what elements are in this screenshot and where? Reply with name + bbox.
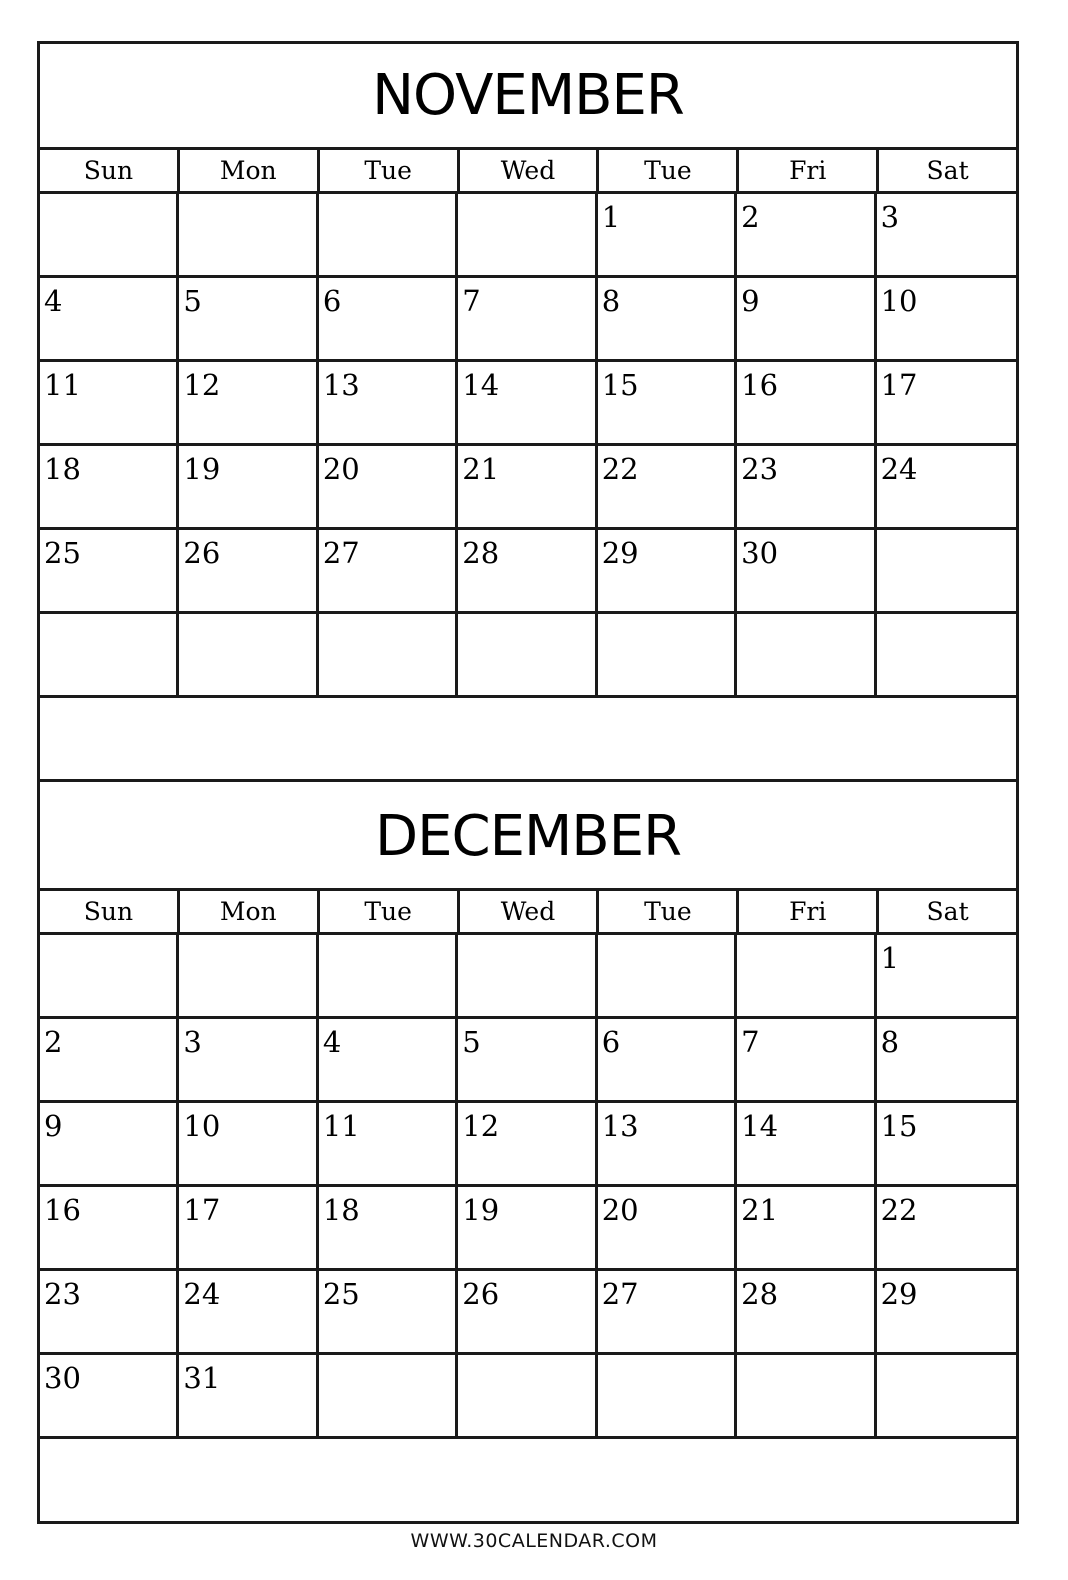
weekday-label: Mon [180,150,320,191]
day-cell: 9 [40,1103,179,1187]
day-cell: 27 [319,530,458,614]
empty-day-cell [458,1355,597,1439]
day-cell: 25 [40,530,179,614]
day-cell: 28 [737,1271,876,1355]
weekday-label: Tue [599,150,739,191]
day-cell: 24 [179,1271,318,1355]
day-cell: 13 [319,362,458,446]
weekday-label: Mon [180,891,320,932]
day-cell: 20 [319,446,458,530]
day-cell: 21 [737,1187,876,1271]
empty-day-cell [598,935,737,1019]
day-cell: 2 [40,1019,179,1103]
day-cell: 17 [179,1187,318,1271]
day-cell: 5 [458,1019,597,1103]
weekday-label: Sat [926,897,969,926]
day-cell: 3 [877,194,1016,278]
weekday-label: Wed [460,150,600,191]
empty-day-cell [737,935,876,1019]
day-cell: 6 [319,278,458,362]
day-cell: 10 [877,278,1016,362]
day-cell: 8 [598,278,737,362]
weekday-label: Sun [40,150,180,191]
day-cell: 10 [179,1103,318,1187]
empty-day-cell [319,194,458,278]
calendar-sheet [37,41,1019,1524]
day-cell: 16 [40,1187,179,1271]
day-cell: 22 [877,1187,1016,1271]
day-cell: 15 [877,1103,1016,1187]
empty-day-cell [458,194,597,278]
day-cell: 1 [877,935,1016,1019]
day-grid [40,194,1016,698]
day-cell: 26 [458,1271,597,1355]
day-cell: 13 [598,1103,737,1187]
weekday-header [40,150,1016,194]
weekday-label: Fri [739,891,879,932]
empty-day-cell [598,614,737,698]
empty-day-cell [877,1355,1016,1439]
day-cell: 9 [737,278,876,362]
blank-row [40,698,1016,782]
day-cell: 14 [458,362,597,446]
day-cell: 21 [458,446,597,530]
day-cell: 24 [877,446,1016,530]
day-cell: 6 [598,1019,737,1103]
empty-day-cell [319,1355,458,1439]
day-cell: 11 [40,362,179,446]
empty-day-cell [179,614,318,698]
day-cell: 7 [458,278,597,362]
day-cell: 20 [598,1187,737,1271]
weekday-header [40,891,1016,935]
empty-day-cell [319,614,458,698]
day-cell: 31 [179,1355,318,1439]
day-cell: 14 [737,1103,876,1187]
empty-day-cell [877,614,1016,698]
empty-day-cell [319,935,458,1019]
day-cell: 23 [40,1271,179,1355]
day-cell: 4 [40,278,179,362]
day-cell: 28 [458,530,597,614]
day-cell: 27 [598,1271,737,1355]
day-cell: 18 [319,1187,458,1271]
day-cell: 17 [877,362,1016,446]
empty-day-cell [737,1355,876,1439]
day-cell: 19 [179,446,318,530]
day-cell: 16 [737,362,876,446]
empty-day-cell [40,194,179,278]
day-cell: 30 [737,530,876,614]
month-december [40,785,1016,1439]
day-grid [40,935,1016,1439]
month-title: NOVEMBER [40,44,1016,150]
day-cell: 2 [737,194,876,278]
day-cell: 26 [179,530,318,614]
weekday-label: Wed [460,891,600,932]
weekday-label: Sat [926,156,969,185]
day-cell: 8 [877,1019,1016,1103]
day-cell: 15 [598,362,737,446]
day-cell: 19 [458,1187,597,1271]
empty-day-cell [458,935,597,1019]
empty-day-cell [179,935,318,1019]
day-cell: 30 [40,1355,179,1439]
day-cell: 12 [458,1103,597,1187]
day-cell: 5 [179,278,318,362]
day-cell: 29 [877,1271,1016,1355]
day-cell: 4 [319,1019,458,1103]
day-cell: 1 [598,194,737,278]
empty-day-cell [458,614,597,698]
day-cell: 11 [319,1103,458,1187]
empty-day-cell [179,194,318,278]
weekday-label: Sun [40,891,180,932]
month-title: DECEMBER [40,785,1016,891]
day-cell: 22 [598,446,737,530]
weekday-label: Tue [320,150,460,191]
empty-day-cell [598,1355,737,1439]
weekday-label: Tue [599,891,739,932]
website-footer: WWW.30CALENDAR.COM [410,1530,658,1552]
empty-day-cell [40,614,179,698]
empty-day-cell [877,530,1016,614]
empty-day-cell [40,935,179,1019]
weekday-label: Tue [320,891,460,932]
day-cell: 12 [179,362,318,446]
day-cell: 7 [737,1019,876,1103]
day-cell: 3 [179,1019,318,1103]
day-cell: 29 [598,530,737,614]
day-cell: 25 [319,1271,458,1355]
day-cell: 18 [40,446,179,530]
empty-day-cell [737,614,876,698]
month-november [40,44,1016,782]
weekday-label: Fri [739,150,879,191]
day-cell: 23 [737,446,876,530]
